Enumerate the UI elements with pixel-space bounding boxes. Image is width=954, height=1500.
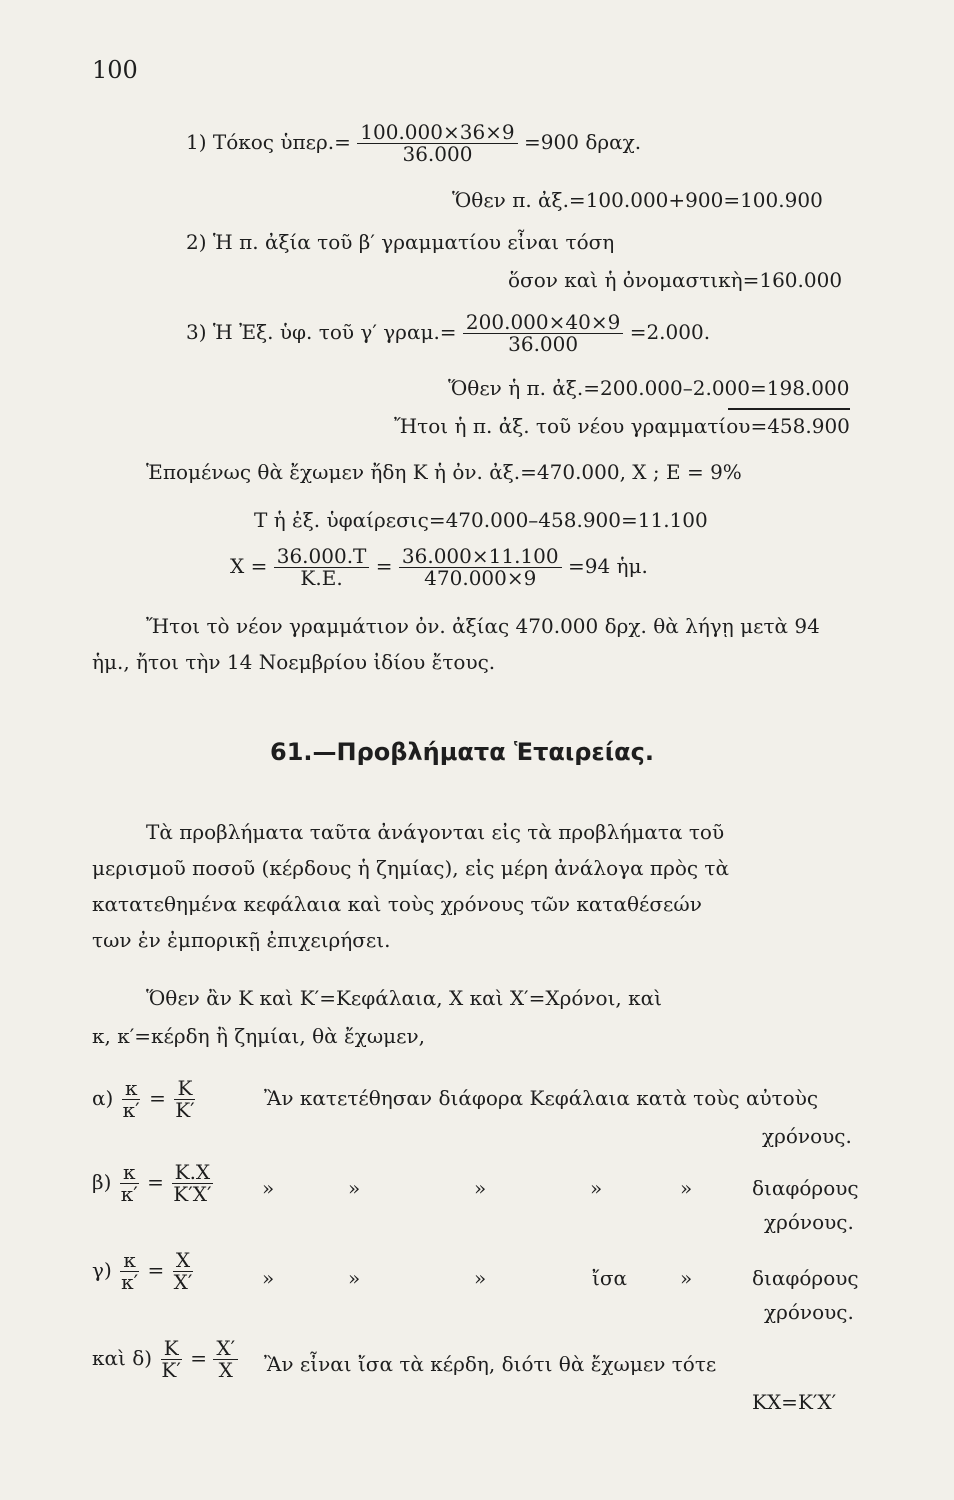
case-b-ditto-3: » <box>474 1176 487 1200</box>
item-6-lhs: Χ = <box>230 554 268 578</box>
case-d-den-2: Χ <box>218 1358 233 1382</box>
item-5: Τ ἡ ἐξ. ὑφαίρεσις=470.000–458.900=11.100 <box>254 508 708 532</box>
case-a-equals: = <box>149 1086 166 1110</box>
item-3-label: 3) Ἡ Ἐξ. ὑφ. τοῦ γ′ γραμ.= <box>186 320 457 344</box>
case-d-fraction-2 <box>213 1338 238 1381</box>
item-6-numerator-2: 36.000×11.100 <box>399 546 562 568</box>
paragraph-1-line-3: κατατεθημένα κεφάλαια καὶ τοὺς χρόνους τῶν καταθέσεών <box>92 892 702 916</box>
case-b-cont: χρόνους. <box>764 1210 854 1234</box>
case-a-num-1: κ <box>122 1078 141 1100</box>
case-a-text: Ἂν κατετέθησαν διάφορα Κεφάλαια κατὰ τοὺς αὐτοὺς <box>264 1086 819 1110</box>
case-b-ditto-1: » <box>262 1176 275 1200</box>
case-c-ditto-1: » <box>262 1266 275 1290</box>
case-b-diff: διαφόρους <box>752 1176 859 1200</box>
item-3-new-value: Ἤτοι ἡ π. ἀξ. τοῦ νέου γραμματίου=458.900 <box>394 414 850 438</box>
paragraph-2-line-2: κ, κ′=κέρδη ἢ ζημίαι, θὰ ἔχωμεν, <box>92 1024 426 1048</box>
case-b-ditto-5: » <box>680 1176 693 1200</box>
case-c-ditto-4: » <box>680 1266 693 1290</box>
item-3 <box>186 312 710 355</box>
item-4: Ἑπομένως θὰ ἔχωμεν ἤδη Κ ἡ ὀν. ἀξ.=470.000, Χ ; Ε = 9% <box>146 460 742 484</box>
case-d-fraction-1 <box>158 1338 183 1381</box>
item-3-value: Ὅθεν ἡ π. ἀξ.=200.000–2.000=198.000 <box>448 376 850 400</box>
case-c-fraction-1 <box>118 1250 141 1293</box>
paragraph-1-line-2: μερισμοῦ ποσοῦ (κέρδους ἡ ζημίας), εἰς μέρη ἀνάλογα πρὸς τὰ <box>92 856 730 880</box>
case-d-num-1: Κ <box>161 1338 182 1360</box>
case-b-ditto-2: » <box>348 1176 361 1200</box>
case-a-num-2: Κ <box>174 1078 195 1100</box>
case-c-ditto-2: » <box>348 1266 361 1290</box>
item-2: 2) Ἡ π. ἀξία τοῦ β′ γραμματίου εἶναι τόση <box>186 230 615 254</box>
item-6-result: =94 ἡμ. <box>567 554 648 578</box>
item-1-total: Ὅθεν π. ἀξ.=100.000+900=100.900 <box>452 188 823 212</box>
case-b-equals: = <box>147 1170 164 1194</box>
case-b-den-1: κ′ <box>120 1182 138 1206</box>
item-6-equals: = <box>375 554 393 578</box>
case-b <box>92 1162 215 1205</box>
case-d-label: καὶ δ) <box>92 1346 153 1370</box>
case-c-fraction-2 <box>171 1250 196 1293</box>
case-c-isa: ἴσα <box>592 1266 627 1290</box>
item-3-result: =2.000. <box>629 320 711 344</box>
case-c-diff: διαφόρους <box>752 1266 859 1290</box>
case-c-ditto-3: » <box>474 1266 487 1290</box>
case-b-num-1: κ <box>120 1162 139 1184</box>
case-a-label: α) <box>92 1086 114 1110</box>
case-b-num-2: Κ.Χ <box>172 1162 214 1184</box>
case-a-fraction-1 <box>120 1078 143 1121</box>
case-d-equals: = <box>190 1346 208 1370</box>
item-6-numerator-1: 36.000.Τ <box>274 546 370 568</box>
item-1-result: =900 δραχ. <box>524 130 642 154</box>
case-d-num-2: Χ′ <box>213 1338 238 1360</box>
case-b-label: β) <box>92 1170 112 1194</box>
item-7-line-2: ἡμ., ἤτοι τὴν 14 Νοεμβρίου ἰδίου ἔτους. <box>92 650 496 674</box>
item-6-denominator-2: 470.000×9 <box>424 566 537 590</box>
paragraph-2-line-1: Ὅθεν ἂν Κ καὶ Κ′=Κεφάλαια, Χ καὶ Χ′=Χρόνοι, καὶ <box>146 986 662 1010</box>
case-c-num-1: κ <box>120 1250 139 1272</box>
case-c-equals: = <box>147 1258 165 1282</box>
item-3-denominator: 36.000 <box>508 332 579 356</box>
case-b-ditto-4: » <box>590 1176 603 1200</box>
item-1-numerator: 100.000×36×9 <box>357 122 517 144</box>
case-d-cont: ΚΧ=Κ′Χ′ <box>752 1390 837 1414</box>
case-a <box>92 1078 198 1121</box>
rule-line <box>728 408 850 410</box>
case-d-text: Ἂν εἶναι ἴσα τὰ κέρδη, διότι θὰ ἔχωμεν τότε <box>264 1352 717 1376</box>
paragraph-1-line-1: Τὰ προβλήματα ταῦτα ἀνάγονται εἰς τὰ προβλήματα τοῦ <box>146 820 725 844</box>
item-1 <box>186 122 641 165</box>
case-a-cont: χρόνους. <box>762 1124 852 1148</box>
case-c-den-2: Χ′ <box>173 1270 193 1294</box>
case-b-fraction-1 <box>118 1162 141 1205</box>
case-d-den-1: Κ′ <box>161 1358 181 1382</box>
case-a-den-2: Κ′ <box>175 1098 195 1122</box>
case-d <box>92 1338 238 1381</box>
item-2-cont: ὅσον καὶ ἡ ὀνομαστικὴ=160.000 <box>508 268 843 292</box>
item-1-label: 1) Τόκος ὑπερ.= <box>186 130 351 154</box>
case-a-den-1: κ′ <box>122 1098 140 1122</box>
case-c-num-2: Χ <box>173 1250 193 1272</box>
case-c-label: γ) <box>92 1258 112 1282</box>
paragraph-1-line-4: των ἐν ἐμπορικῇ ἐπιχειρήσει. <box>92 928 391 952</box>
item-7-line-1: Ἤτοι τὸ νέον γραμμάτιον ὀν. ἀξίας 470.000 δρχ. θὰ λήγῃ μετὰ 94 <box>146 614 820 638</box>
case-c-den-1: κ′ <box>121 1270 139 1294</box>
case-b-fraction-2 <box>170 1162 214 1205</box>
item-3-numerator: 200.000×40×9 <box>463 312 623 334</box>
item-6-formula <box>230 546 648 589</box>
item-6-fraction-1 <box>274 546 370 589</box>
item-6-denominator-1: Κ.Ε. <box>300 566 343 590</box>
case-b-den-2: Κ′Χ′ <box>173 1182 212 1206</box>
page-number: 100 <box>92 56 138 84</box>
item-6-fraction-2 <box>399 546 562 589</box>
item-1-fraction <box>357 122 517 165</box>
section-heading: 61.—Προβλήματα Ἑταιρείας. <box>270 738 654 766</box>
item-3-fraction <box>463 312 623 355</box>
case-a-fraction-2 <box>172 1078 197 1121</box>
case-c-cont: χρόνους. <box>764 1300 854 1324</box>
item-1-denominator: 36.000 <box>402 142 473 166</box>
case-c <box>92 1250 195 1293</box>
